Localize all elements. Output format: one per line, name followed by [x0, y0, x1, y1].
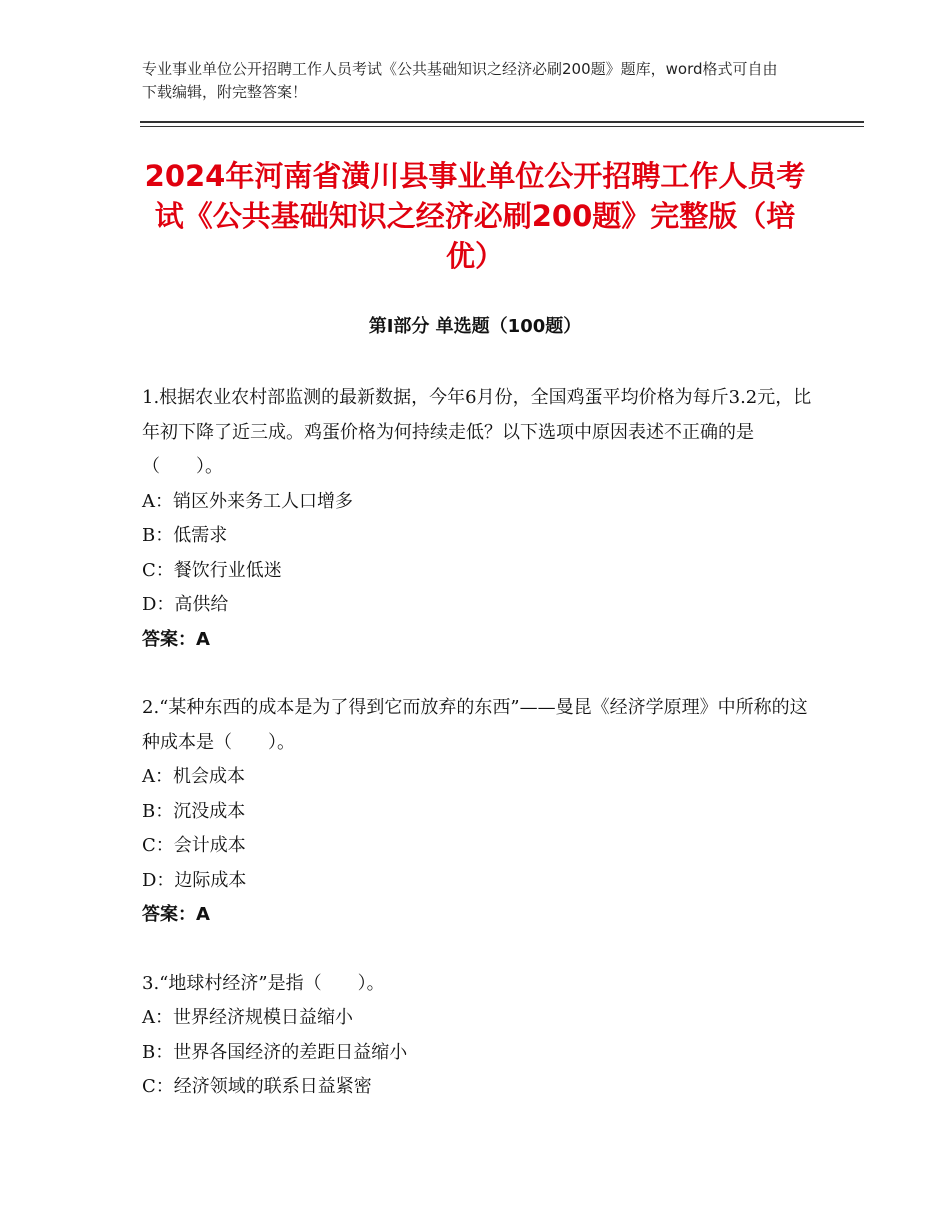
option-a: A：机会成本 — [142, 766, 245, 787]
option-c: C：经济领域的联系日益紧密 — [142, 1076, 372, 1097]
answer-line: 答案：A — [142, 904, 210, 925]
option-c: C：会计成本 — [142, 835, 246, 856]
option-b: B：低需求 — [142, 525, 228, 546]
option-a: A：销区外来务工人口增多 — [142, 490, 353, 512]
option-d: D：边际成本 — [142, 869, 247, 891]
question-stem: 2.“某种东西的成本是为了得到它而放弃的东西”——曼昆《经济学原理》中所称的这种成本是（ ）。 — [142, 697, 808, 753]
header-note: 专业事业单位公开招聘工作人员考试《公共基础知识之经济必刷200题》题库，word格式可自由下载编辑，附完整答案！ — [142, 60, 778, 101]
question-3 — [142, 967, 814, 1105]
spacer — [142, 933, 814, 967]
question-2 — [142, 691, 814, 933]
option-b: B：世界各国经济的差距日益缩小 — [142, 1041, 408, 1063]
document-title: 2024年河南省潢川县事业单位公开招聘工作人员考试《公共基础知识之经济必刷200题》完整版（培优） — [144, 159, 806, 273]
question-stem: 1.根据农业农村部监测的最新数据，今年6月份，全国鸡蛋平均价格为每斤3.2元，比年初下降了近三成。鸡蛋价格为何持续走低？以下选项中原因表述不正确的是（ ）。 — [142, 387, 812, 477]
option-c: C：餐饮行业低迷 — [142, 559, 282, 581]
answer-line: 答案：A — [142, 628, 210, 650]
header-divider — [140, 121, 864, 123]
question-1 — [142, 381, 814, 657]
question-list — [142, 381, 814, 1105]
header-divider-thin — [140, 126, 864, 127]
option-b: B：沉没成本 — [142, 800, 246, 822]
spacer — [142, 657, 814, 691]
question-stem: 3.“地球村经济”是指（ ）。 — [142, 972, 385, 994]
option-a: A：世界经济规模日益缩小 — [142, 1007, 353, 1028]
option-d: D：高供给 — [142, 594, 229, 615]
section-title: 第Ⅰ部分 单选题（100题） — [368, 316, 582, 337]
